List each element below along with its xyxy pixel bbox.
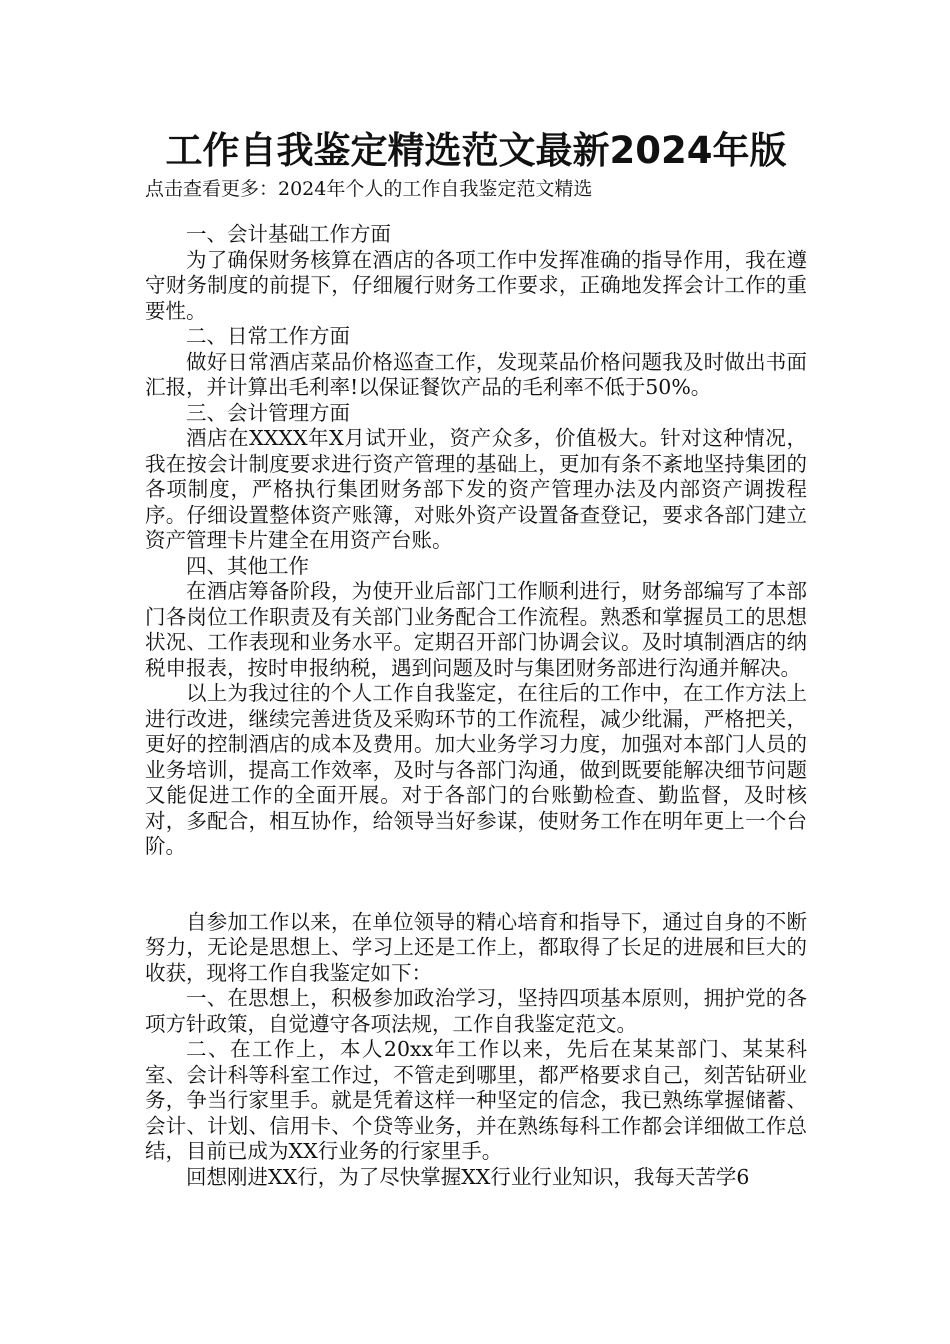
document-body [145, 222, 807, 1190]
paragraph: 自参加工作以来，在单位领导的精心培育和指导下，通过自身的不断努力，无论是思想上、学习上还是工作上，都取得了长足的进展和巨大的收获，现将工作自我鉴定如下： [145, 909, 807, 985]
paragraph: 回想刚进XX行，为了尽快掌握XX行业行业知识，我每天苦学6 [186, 1164, 750, 1189]
heading-daily-work: 二、日常工作方面 [186, 324, 350, 348]
document-page [145, 128, 807, 1190]
heading-other-work: 四、其他工作 [186, 553, 309, 578]
paragraph: 做好日常酒店菜品价格巡查工作，发现菜品价格问题我及时做出书面汇报，并计算出毛利率!以保证餐饮产品的毛利率不低于50%。 [145, 349, 807, 399]
paragraph: 一、在思想上，积极参加政治学习，坚持四项基本原则，拥护党的各项方针政策，自觉遵守各项法规，工作自我鉴定范文。 [145, 986, 807, 1036]
document-title: 工作自我鉴定精选范文最新2024年版 [165, 129, 787, 172]
section-spacer [145, 860, 807, 910]
paragraph: 在酒店筹备阶段，为使开业后部门工作顺利进行，财务部编写了本部门各岗位工作职责及有关部门业务配合工作流程。熟悉和掌握员工的思想状况、工作表现和业务水平。定期召开部门协调会议。及时填制酒店的纳税申报表，按时申报纳税，遇到问题及时与集团财务部进行沟通并解决。 [145, 579, 807, 680]
heading-accounting-management: 三、会计管理方面 [186, 400, 350, 425]
document-subtitle-link[interactable]: 点击查看更多：2024年个人的工作自我鉴定范文精选 [145, 178, 593, 200]
paragraph: 酒店在XXXX年X月试开业，资产众多，价值极大。针对这种情况，我在按会计制度要求进行资产管理的基础上，更加有条不紊地坚持集团的各项制度，严格执行集团财务部下发的资产管理办法及内部资产调拨程序。仔细设置整体资产账簿，对账外资产设置备查登记，要求各部门建立资产管理卡片建全在用资产台账。 [145, 426, 807, 552]
paragraph: 二、在工作上，本人20xx年工作以来，先后在某某部门、某某科室、会计科等科室工作过，不管走到哪里，都严格要求自己，刻苦钻研业务，争当行家里手。就是凭着这样一种坚定的信念，我已熟练掌握储蓄、会计、计划、信用卡、个贷等业务，并在熟练每科工作都会详细做工作总结，目前已成为XX行业务的行家里手。 [145, 1037, 807, 1163]
paragraph: 为了确保财务核算在酒店的各项工作中发挥准确的指导作用，我在遵守财务制度的前提下，仔细履行财务工作要求，正确地发挥会计工作的重要性。 [145, 247, 807, 323]
heading-accounting-basics: 一、会计基础工作方面 [186, 222, 391, 246]
paragraph: 以上为我过往的个人工作自我鉴定，在往后的工作中，在工作方法上进行改进，继续完善进货及采购环节的工作流程，减少纰漏，严格把关，更好的控制酒店的成本及费用。加大业务学习力度，加强对本部门人员的业务培训，提高工作效率，及时与各部门沟通，做到既要能解决细节问题又能促进工作的全面开展。对于各部门的台账勤检查、勤监督，及时核对，多配合，相互协作，给领导当好参谋，使财务工作在明年更上一个台阶。 [145, 681, 807, 858]
